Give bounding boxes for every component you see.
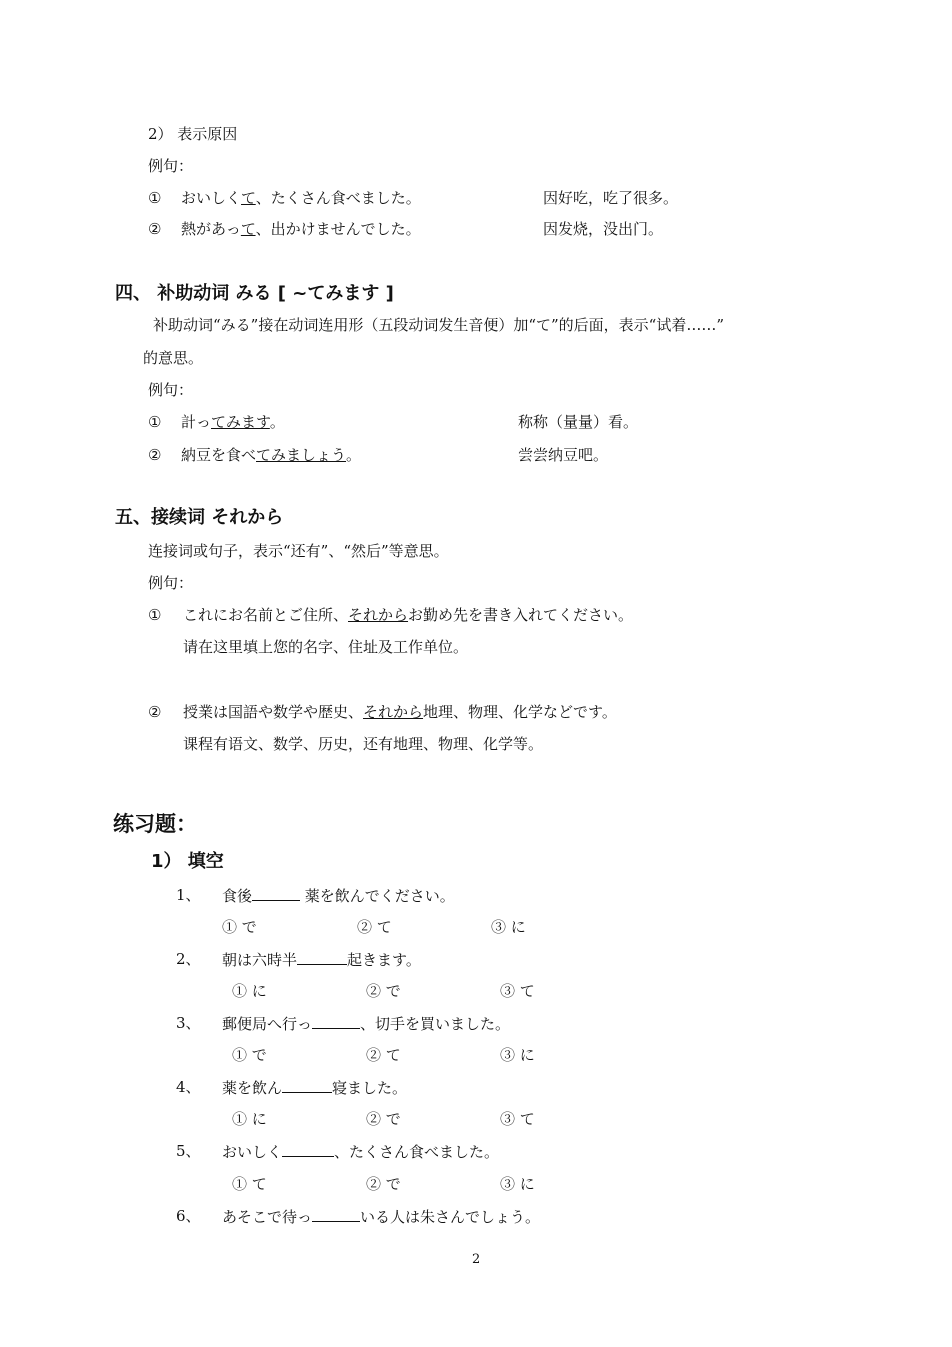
question-part: 、たくさん食べました。: [334, 1143, 500, 1161]
subheading-reason: 2） 表示原因: [148, 125, 238, 143]
question-number: 1、: [176, 886, 201, 904]
question-part: 朝は六時半: [222, 951, 298, 969]
example-translation: 请在这里填上您的名字、住址及工作单位。: [183, 638, 469, 656]
underlined-part: てみます: [211, 413, 270, 431]
sentence-part: これにお名前とご住所、: [183, 606, 349, 624]
example-translation: 尝尝纳豆吧。: [518, 446, 609, 464]
sentence-part: 、出かけませんでした。: [255, 220, 421, 238]
question-part: 起きます。: [347, 951, 421, 969]
example-number: ①: [148, 606, 162, 624]
option[interactable]: ② て: [357, 918, 392, 936]
page-number: 2: [472, 1252, 481, 1267]
example-number: ②: [148, 703, 162, 721]
question-part: 薬を飲んでください。: [300, 887, 455, 905]
question-number: 4、: [176, 1078, 201, 1096]
fill-blank[interactable]: [312, 1206, 360, 1222]
example-sentence: [183, 605, 633, 625]
question-part: 薬を飲ん: [222, 1079, 283, 1097]
exercise-title: 练习题：: [113, 812, 197, 836]
example-translation: 因好吃，吃了很多。: [543, 189, 679, 207]
sentence-part: 授業は国語や数学や歴史、: [183, 703, 364, 721]
option[interactable]: ③ て: [500, 982, 535, 1000]
fill-blank[interactable]: [252, 885, 300, 901]
option[interactable]: ② で: [366, 982, 401, 1000]
sentence-part: 熱があっ: [181, 220, 241, 238]
question-part: いる人は朱さんでしょう。: [360, 1208, 541, 1226]
question-part: 寝ました。: [332, 1079, 408, 1097]
example-label: 例句：: [148, 381, 194, 399]
exercise-subtitle: 1） 填空: [151, 851, 224, 872]
question-part: 郵便局へ行っ: [222, 1015, 313, 1033]
question-number: 3、: [176, 1014, 201, 1032]
question-sentence: [222, 1141, 499, 1162]
option[interactable]: ① に: [232, 1110, 267, 1128]
sentence-part: 。: [269, 413, 285, 431]
sentence-part: お勤め先を書き入れてください。: [408, 606, 634, 624]
option[interactable]: ② で: [366, 1110, 401, 1128]
example-sentence: [181, 219, 421, 239]
section-heading-5: 五、接续词 それから: [115, 507, 284, 528]
example-sentence: [181, 445, 361, 465]
example-translation: 课程有语文、数学、历史，还有地理、物理、化学等。: [183, 735, 544, 753]
option[interactable]: ① で: [232, 1046, 267, 1064]
sentence-part: 計っ: [181, 413, 212, 431]
example-sentence: [181, 412, 285, 432]
question-sentence: [222, 885, 455, 906]
example-translation: 称称（量量）看。: [518, 413, 639, 431]
question-number: 5、: [176, 1142, 201, 1160]
example-number: ①: [148, 413, 162, 431]
example-number: ②: [148, 446, 162, 464]
question-part: 、切手を買いました。: [360, 1015, 511, 1033]
example-number: ②: [148, 220, 162, 238]
underlined-part: てみましょう: [256, 446, 347, 464]
example-label: 例句：: [148, 574, 194, 592]
underlined-part: それから: [363, 703, 424, 721]
fill-blank[interactable]: [297, 949, 347, 965]
example-sentence: [181, 188, 421, 208]
underlined-part: て: [241, 189, 256, 207]
section-description: 补助动词“みる”接在动词连用形（五段动词发生音便）加“て”的后面，表示“试着……”: [153, 316, 725, 334]
sentence-part: 。: [346, 446, 362, 464]
question-part: あそこで待っ: [222, 1208, 313, 1226]
section-description-cont: 的意思。: [143, 349, 204, 367]
fill-blank[interactable]: [282, 1077, 332, 1093]
question-part: 食後: [222, 887, 253, 905]
fill-blank[interactable]: [312, 1013, 360, 1029]
question-sentence: [222, 1077, 407, 1098]
question-sentence: [222, 949, 421, 970]
option[interactable]: ① に: [232, 982, 267, 1000]
sentence-part: 地理、物理、化学などです。: [423, 703, 617, 721]
option[interactable]: ③ て: [500, 1110, 535, 1128]
option[interactable]: ② て: [366, 1046, 401, 1064]
example-translation: 因发烧，没出门。: [543, 220, 664, 238]
option[interactable]: ① で: [222, 918, 257, 936]
fill-blank[interactable]: [282, 1141, 334, 1157]
option[interactable]: ② で: [366, 1175, 401, 1193]
example-number: ①: [148, 189, 162, 207]
question-number: 6、: [176, 1207, 201, 1225]
option[interactable]: ③ に: [491, 918, 526, 936]
underlined-part: それから: [348, 606, 409, 624]
question-sentence: [222, 1206, 540, 1227]
example-sentence: [183, 702, 617, 722]
underlined-part: て: [240, 220, 256, 238]
option[interactable]: ① て: [232, 1175, 267, 1193]
sentence-part: 、たくさん食べました。: [255, 189, 421, 207]
question-sentence: [222, 1013, 510, 1034]
example-label: 例句：: [148, 157, 194, 175]
sentence-part: おいしく: [181, 189, 242, 207]
section-heading-4: 四、 补助动词 みる [ ~てみます ]: [115, 283, 394, 304]
question-number: 2、: [176, 950, 201, 968]
option[interactable]: ③ に: [500, 1046, 535, 1064]
question-part: おいしく: [222, 1143, 283, 1161]
section-description: 连接词或句子，表示“还有”、“然后”等意思。: [148, 542, 449, 560]
option[interactable]: ③ に: [500, 1175, 535, 1193]
sentence-part: 納豆を食べ: [181, 446, 257, 464]
